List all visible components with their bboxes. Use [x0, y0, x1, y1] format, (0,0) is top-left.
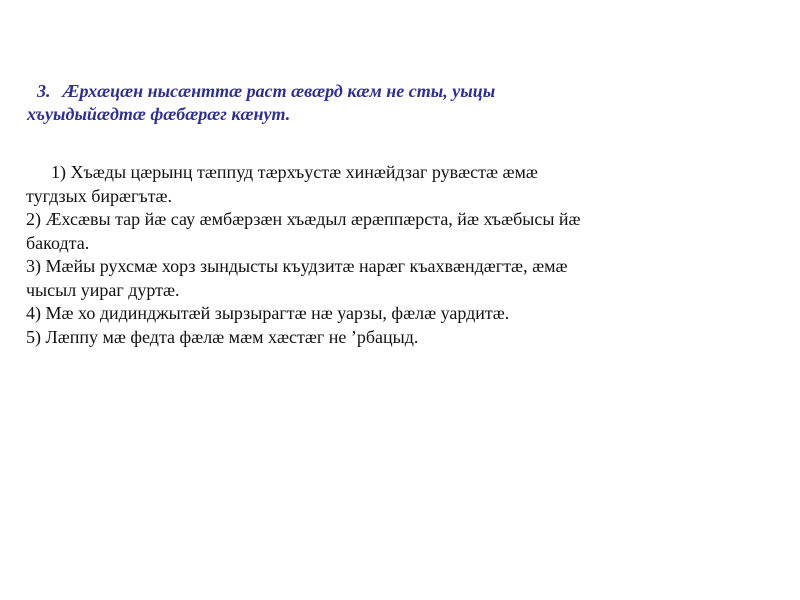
task-number: 3. — [37, 81, 51, 101]
list-item-1 — [26, 161, 706, 208]
list-item-4-line-1: 4) Мæ хо дидинджытæй зырзырагтæ нæ уарзы, фæлæ уардитæ. — [26, 303, 510, 323]
task-heading — [27, 80, 627, 126]
list-item-3-line-1: 3) Мæйы рухсмæ хорз зындысты къудзитæ нарæг къахвæндæгтæ, æмæ — [26, 256, 568, 276]
list-item-1-line-1: 1) Хъæды цæрынц тæппуд тæрхъустæ хинæйдзаг рувæстæ æмæ — [51, 162, 538, 182]
list-item-1-line-2: тугдзых бирæгътæ. — [26, 185, 173, 206]
list-item-2-line-2: бакодта. — [26, 232, 90, 253]
list-item-3 — [26, 255, 706, 302]
list-item-3-line-2: чысыл уираг дуртæ. — [26, 279, 180, 300]
list-item-5-line-1: 5) Лæппу мæ федта фæлæ мæм хæстæг не ’рбацыд. — [26, 326, 419, 347]
list-item-4 — [26, 302, 706, 326]
list-item-2 — [26, 208, 706, 255]
task-heading-line-2: хъуыдыйæдтæ фæбæрæг кæнут. — [27, 104, 291, 124]
list-item-5 — [26, 326, 706, 350]
list-item-2-line-1: 2) Ӕхсæвы тар йæ сау æмбæрзæн хъæдыл æрæппæрста, йæ хъæбысы йæ — [26, 209, 581, 229]
task-heading-text-1: Ӕрхæцæн нысæнттæ раст æвæрд кæм не сты, уыцы — [62, 81, 496, 101]
sentence-list — [26, 161, 706, 349]
task-heading-line-1 — [27, 80, 627, 103]
